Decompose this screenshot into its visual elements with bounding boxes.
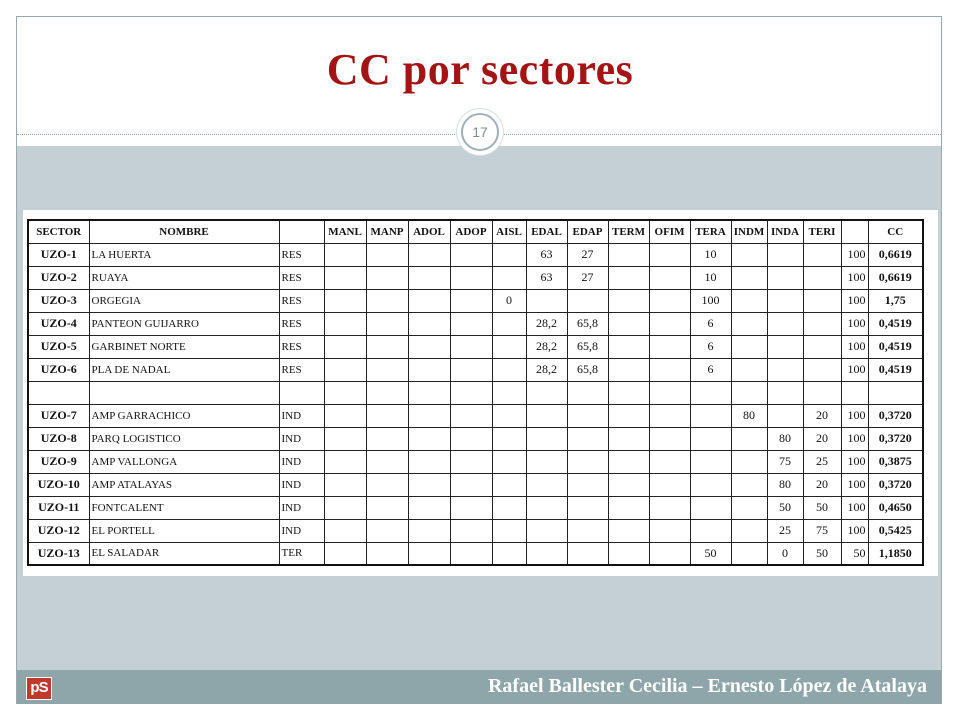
table-cell — [366, 519, 408, 542]
table-cell — [649, 519, 690, 542]
table-cell: 65,8 — [567, 335, 608, 358]
table-cell — [731, 266, 767, 289]
table-cell — [608, 381, 649, 404]
table-cell — [649, 542, 690, 565]
table-cell: 100 — [841, 335, 868, 358]
table-cell — [492, 542, 526, 565]
table-cell — [408, 519, 450, 542]
table-cell — [324, 404, 366, 427]
page-number-badge — [457, 109, 503, 155]
table-cell — [731, 289, 767, 312]
table-cell — [608, 312, 649, 335]
table-cell — [324, 496, 366, 519]
column-header: MANP — [366, 220, 408, 243]
table-cell — [28, 381, 89, 404]
column-header — [841, 220, 868, 243]
table-cell — [731, 473, 767, 496]
table-cell — [868, 381, 923, 404]
table-cell: 100 — [841, 243, 868, 266]
table-row — [28, 450, 923, 473]
table-cell: PANTEON GUIJARRO — [89, 312, 279, 335]
table-cell — [731, 312, 767, 335]
table-cell: 0,6619 — [868, 243, 923, 266]
table-cell — [526, 404, 567, 427]
table-cell — [366, 450, 408, 473]
table-cell — [690, 404, 731, 427]
table-cell: ORGEGIA — [89, 289, 279, 312]
table-cell — [450, 335, 492, 358]
table-cell: UZO-11 — [28, 496, 89, 519]
table-cell: 0,4519 — [868, 358, 923, 381]
table-cell: 0,4519 — [868, 335, 923, 358]
table-cell — [450, 312, 492, 335]
table-cell — [450, 404, 492, 427]
table-cell — [567, 542, 608, 565]
column-header: NOMBRE — [89, 220, 279, 243]
table-cell — [324, 542, 366, 565]
table-cell — [526, 473, 567, 496]
table-cell — [408, 450, 450, 473]
table-cell — [731, 243, 767, 266]
table-cell — [649, 312, 690, 335]
table-cell — [731, 542, 767, 565]
table-cell — [450, 450, 492, 473]
table-cell: UZO-3 — [28, 289, 89, 312]
table-cell — [366, 358, 408, 381]
table-cell: 20 — [803, 473, 841, 496]
table-cell — [649, 289, 690, 312]
table-cell — [608, 450, 649, 473]
table-cell: 25 — [803, 450, 841, 473]
table-cell: 100 — [841, 312, 868, 335]
table-cell — [279, 381, 324, 404]
column-header: MANL — [324, 220, 366, 243]
table-cell: 0 — [492, 289, 526, 312]
table-cell — [492, 335, 526, 358]
table-cell: 100 — [841, 427, 868, 450]
table-cell: 10 — [690, 266, 731, 289]
table-cell — [450, 243, 492, 266]
table-cell: RES — [279, 243, 324, 266]
table-row — [28, 519, 923, 542]
table-cell: 6 — [690, 335, 731, 358]
table-cell — [366, 243, 408, 266]
table-cell — [567, 289, 608, 312]
table-cell — [408, 542, 450, 565]
table-cell — [608, 427, 649, 450]
table-cell: UZO-9 — [28, 450, 89, 473]
table-cell: 63 — [526, 266, 567, 289]
table-panel — [23, 210, 938, 576]
table-cell — [608, 266, 649, 289]
table-cell — [324, 519, 366, 542]
table-cell — [492, 427, 526, 450]
table-cell — [690, 381, 731, 404]
table-cell — [450, 542, 492, 565]
table-cell: IND — [279, 519, 324, 542]
table-cell — [608, 335, 649, 358]
table-cell — [408, 335, 450, 358]
table-cell — [649, 381, 690, 404]
table-cell: 27 — [567, 243, 608, 266]
table-row — [28, 381, 923, 404]
table-cell: 28,2 — [526, 312, 567, 335]
table-cell — [324, 427, 366, 450]
table-cell — [408, 358, 450, 381]
table-cell — [526, 450, 567, 473]
table-cell: AMP ATALAYAS — [89, 473, 279, 496]
table-cell — [324, 289, 366, 312]
table-cell — [803, 358, 841, 381]
table-cell: 100 — [841, 358, 868, 381]
table-cell: 75 — [767, 450, 803, 473]
table-cell — [567, 450, 608, 473]
table-cell — [408, 427, 450, 450]
table-row — [28, 266, 923, 289]
table-cell: 100 — [841, 289, 868, 312]
table-cell — [690, 473, 731, 496]
table-cell: 0,4519 — [868, 312, 923, 335]
table-cell: 50 — [841, 542, 868, 565]
table-cell — [408, 243, 450, 266]
table-cell: LA HUERTA — [89, 243, 279, 266]
table-cell — [608, 496, 649, 519]
table-cell — [492, 358, 526, 381]
ps-logo: pS — [26, 677, 52, 700]
table-cell — [567, 427, 608, 450]
table-row — [28, 404, 923, 427]
table-cell — [324, 335, 366, 358]
table-cell — [492, 381, 526, 404]
table-row — [28, 243, 923, 266]
footer-authors: Rafael Ballester Cecilia – Ernesto López de Atalaya — [487, 675, 927, 697]
table-cell: UZO-13 — [28, 542, 89, 565]
table-cell — [526, 542, 567, 565]
table-cell: UZO-8 — [28, 427, 89, 450]
table-cell — [450, 358, 492, 381]
table-cell: 50 — [803, 542, 841, 565]
table-cell: 100 — [841, 473, 868, 496]
table-cell — [649, 473, 690, 496]
table-cell — [526, 289, 567, 312]
table-cell: 28,2 — [526, 335, 567, 358]
table-cell — [803, 381, 841, 404]
table-cell — [731, 427, 767, 450]
table-cell — [649, 427, 690, 450]
table-cell: 80 — [767, 427, 803, 450]
table-row — [28, 473, 923, 496]
table-cell — [690, 496, 731, 519]
table-cell — [690, 519, 731, 542]
table-cell: RES — [279, 289, 324, 312]
table-row — [28, 496, 923, 519]
table-cell — [803, 289, 841, 312]
table-cell — [803, 335, 841, 358]
table-cell — [324, 381, 366, 404]
table-cell: UZO-6 — [28, 358, 89, 381]
column-header: OFIM — [649, 220, 690, 243]
table-cell — [608, 289, 649, 312]
column-header: EDAL — [526, 220, 567, 243]
table-cell: 27 — [567, 266, 608, 289]
table-cell — [366, 404, 408, 427]
table-cell — [649, 404, 690, 427]
table-cell — [450, 519, 492, 542]
table-cell — [526, 519, 567, 542]
table-cell: 75 — [803, 519, 841, 542]
table-cell — [408, 289, 450, 312]
table-cell — [649, 335, 690, 358]
table-cell — [649, 450, 690, 473]
table-row — [28, 289, 923, 312]
table-cell: UZO-7 — [28, 404, 89, 427]
table-cell — [324, 266, 366, 289]
table-cell: 0,3875 — [868, 450, 923, 473]
table-cell: 0,3720 — [868, 404, 923, 427]
table-cell: FONTCALENT — [89, 496, 279, 519]
table-cell: AMP VALLONGA — [89, 450, 279, 473]
table-cell — [450, 473, 492, 496]
table-cell — [731, 358, 767, 381]
table-cell: 28,2 — [526, 358, 567, 381]
table-cell: UZO-2 — [28, 266, 89, 289]
table-cell: UZO-5 — [28, 335, 89, 358]
table-cell: 80 — [767, 473, 803, 496]
table-row — [28, 427, 923, 450]
table-cell — [366, 473, 408, 496]
table-cell — [567, 519, 608, 542]
table-cell: RUAYA — [89, 266, 279, 289]
table-cell: 80 — [731, 404, 767, 427]
table-cell — [608, 243, 649, 266]
column-header — [279, 220, 324, 243]
table-cell — [649, 358, 690, 381]
table-cell — [366, 381, 408, 404]
table-cell — [608, 358, 649, 381]
column-header: INDA — [767, 220, 803, 243]
column-header: INDM — [731, 220, 767, 243]
table-cell — [690, 450, 731, 473]
table-cell — [567, 404, 608, 427]
table-cell: 63 — [526, 243, 567, 266]
table-cell: 20 — [803, 427, 841, 450]
table-cell: RES — [279, 312, 324, 335]
table-cell — [526, 496, 567, 519]
table-cell — [324, 473, 366, 496]
table-cell — [608, 473, 649, 496]
table-cell: RES — [279, 358, 324, 381]
table-cell: 100 — [841, 519, 868, 542]
table-cell — [690, 427, 731, 450]
table-cell — [408, 496, 450, 519]
table-cell — [324, 312, 366, 335]
table-cell: 100 — [690, 289, 731, 312]
table-cell — [492, 243, 526, 266]
table-cell — [608, 404, 649, 427]
table-cell — [649, 266, 690, 289]
column-header: TERM — [608, 220, 649, 243]
table-cell: 50 — [767, 496, 803, 519]
table-cell — [803, 312, 841, 335]
table-cell: 6 — [690, 358, 731, 381]
table-cell — [767, 358, 803, 381]
table-cell — [450, 427, 492, 450]
table-cell: 100 — [841, 450, 868, 473]
table-cell — [492, 519, 526, 542]
table-cell — [366, 289, 408, 312]
table-cell — [731, 335, 767, 358]
table-cell — [366, 266, 408, 289]
table-cell — [803, 266, 841, 289]
table-cell: IND — [279, 496, 324, 519]
table-cell — [567, 381, 608, 404]
table-cell — [492, 404, 526, 427]
table-cell: 0,4650 — [868, 496, 923, 519]
table-cell — [608, 519, 649, 542]
table-cell — [366, 542, 408, 565]
table-cell: 0,5425 — [868, 519, 923, 542]
table-cell — [366, 312, 408, 335]
table-cell — [767, 289, 803, 312]
table-row — [28, 542, 923, 565]
table-cell — [450, 266, 492, 289]
table-cell: EL SALADAR — [89, 542, 279, 565]
table-cell — [366, 427, 408, 450]
table-cell — [731, 381, 767, 404]
table-cell — [366, 496, 408, 519]
table-cell: 1,75 — [868, 289, 923, 312]
table-cell — [731, 450, 767, 473]
table-cell: IND — [279, 450, 324, 473]
table-cell: 100 — [841, 496, 868, 519]
table-cell — [492, 496, 526, 519]
table-cell: RES — [279, 335, 324, 358]
table-cell: 0,3720 — [868, 473, 923, 496]
table-cell — [366, 335, 408, 358]
table-cell: 65,8 — [567, 358, 608, 381]
column-header: TERA — [690, 220, 731, 243]
table-cell — [408, 266, 450, 289]
table-cell: 65,8 — [567, 312, 608, 335]
table-cell: TER — [279, 542, 324, 565]
table-cell — [408, 312, 450, 335]
table-cell — [767, 335, 803, 358]
table-cell — [324, 450, 366, 473]
table-row — [28, 358, 923, 381]
table-body — [28, 243, 923, 565]
table-cell: 0,3720 — [868, 427, 923, 450]
table-cell: IND — [279, 404, 324, 427]
table-cell — [767, 404, 803, 427]
table-cell — [767, 266, 803, 289]
column-header: EDAP — [567, 220, 608, 243]
table-cell — [89, 381, 279, 404]
table-cell: RES — [279, 266, 324, 289]
table-cell — [731, 496, 767, 519]
table-cell: PLA DE NADAL — [89, 358, 279, 381]
table-cell: GARBINET NORTE — [89, 335, 279, 358]
table-cell — [649, 496, 690, 519]
table-cell — [608, 542, 649, 565]
table-cell: 10 — [690, 243, 731, 266]
table-cell — [408, 404, 450, 427]
table-cell — [408, 381, 450, 404]
table-cell — [450, 381, 492, 404]
table-cell: 6 — [690, 312, 731, 335]
table-cell: IND — [279, 473, 324, 496]
table-cell — [767, 243, 803, 266]
table-cell — [803, 243, 841, 266]
table-cell — [526, 427, 567, 450]
column-header: ADOP — [450, 220, 492, 243]
table-cell — [492, 266, 526, 289]
table-cell: UZO-4 — [28, 312, 89, 335]
table-cell: 20 — [803, 404, 841, 427]
table-cell — [324, 358, 366, 381]
table-cell — [767, 381, 803, 404]
table-cell — [492, 450, 526, 473]
page-number: 17 — [461, 113, 499, 151]
column-header: TERI — [803, 220, 841, 243]
table-row — [28, 312, 923, 335]
column-header: CC — [868, 220, 923, 243]
table-cell: 100 — [841, 266, 868, 289]
table-cell: 1,1850 — [868, 542, 923, 565]
table-cell — [649, 243, 690, 266]
table-cell: UZO-12 — [28, 519, 89, 542]
table-cell: UZO-10 — [28, 473, 89, 496]
table-cell — [841, 381, 868, 404]
table-cell: IND — [279, 427, 324, 450]
table-cell: EL PORTELL — [89, 519, 279, 542]
table-cell — [492, 473, 526, 496]
column-header: AISL — [492, 220, 526, 243]
slide-title: CC por sectores — [326, 45, 634, 94]
table-cell: 50 — [803, 496, 841, 519]
table-cell: 0 — [767, 542, 803, 565]
table-cell — [408, 473, 450, 496]
table-cell: 100 — [841, 404, 868, 427]
sector-table — [27, 219, 924, 566]
table-cell: AMP GARRACHICO — [89, 404, 279, 427]
table-cell: PARQ LOGISTICO — [89, 427, 279, 450]
table-cell — [731, 519, 767, 542]
table-cell — [767, 312, 803, 335]
table-cell — [526, 381, 567, 404]
table-cell: 50 — [690, 542, 731, 565]
table-cell — [450, 496, 492, 519]
table-cell: 0,6619 — [868, 266, 923, 289]
table-cell: 25 — [767, 519, 803, 542]
column-header: ADOL — [408, 220, 450, 243]
table-cell — [567, 473, 608, 496]
table-cell — [567, 496, 608, 519]
table-row — [28, 335, 923, 358]
column-header: SECTOR — [28, 220, 89, 243]
table-cell — [492, 312, 526, 335]
table-cell — [324, 243, 366, 266]
table-cell — [450, 289, 492, 312]
table-header-row — [28, 220, 923, 243]
table-cell: UZO-1 — [28, 243, 89, 266]
